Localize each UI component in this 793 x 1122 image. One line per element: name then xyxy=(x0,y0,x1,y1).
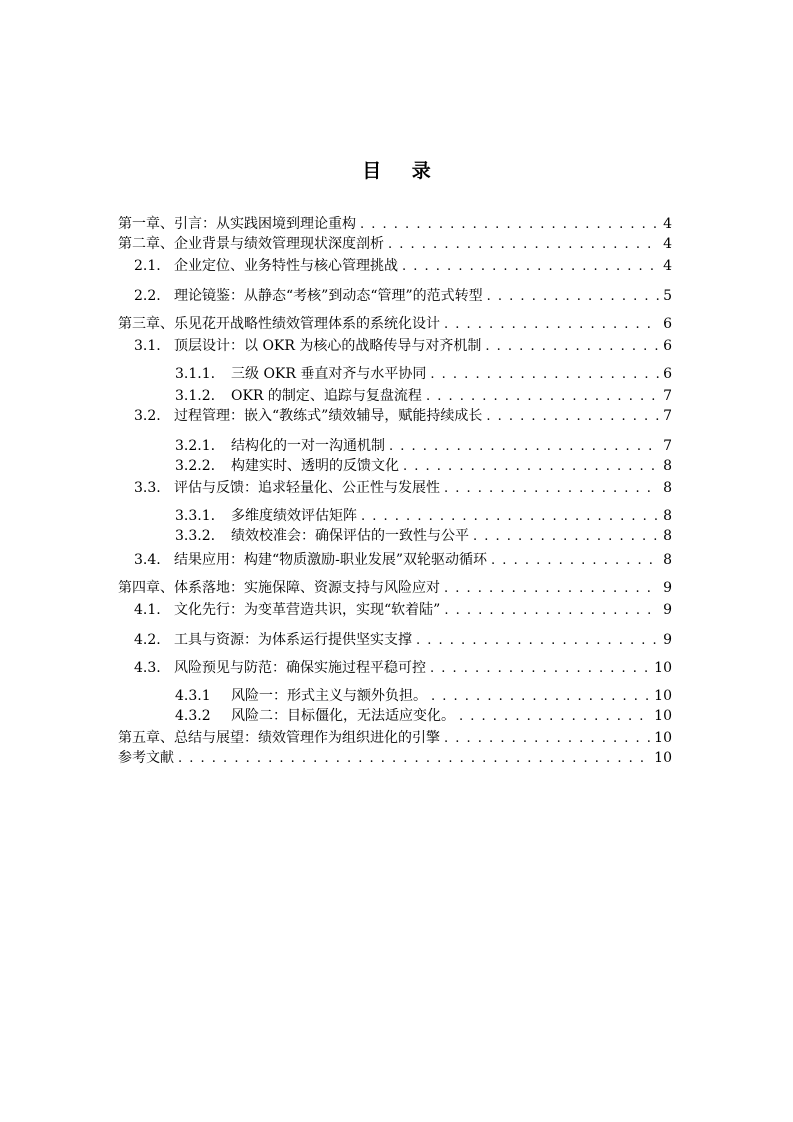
toc-entry-title: 顶层设计：以 OKR 为核心的战略传导与对齐机制 xyxy=(174,338,482,354)
toc-dot-leader xyxy=(486,407,659,427)
toc-entry[interactable] xyxy=(118,456,672,476)
toc-entry-title: 第五章、总结与展望：绩效管理作为组织进化的引擎 xyxy=(118,730,440,746)
toc-dot-leader xyxy=(426,387,659,407)
toc-entry[interactable] xyxy=(118,336,672,356)
toc-entry-title: 风险一：形式主义与额外负担。 xyxy=(231,688,427,704)
toc-title: 目 录 xyxy=(362,160,443,182)
toc-dot-leader xyxy=(389,437,659,457)
toc-page-number: 7 xyxy=(663,388,672,404)
toc-entry-title: 风险二：目标僵化，无法适应变化。 xyxy=(231,708,455,724)
toc-page-number: 8 xyxy=(663,508,672,524)
toc-page-number: 7 xyxy=(663,408,672,424)
toc-dot-leader xyxy=(473,527,659,547)
toc-entry[interactable] xyxy=(118,314,672,334)
toc-entry-title: 多维度绩效评估矩阵 xyxy=(231,508,357,524)
toc-page-number: 8 xyxy=(663,552,672,568)
toc-dot-leader xyxy=(430,365,659,385)
toc-entry-number: 4.3.2 xyxy=(175,708,211,724)
toc-page-number: 9 xyxy=(663,632,672,648)
toc-entry[interactable] xyxy=(118,578,672,598)
toc-entry-number: 3.3.1. xyxy=(175,508,216,524)
toc-entry-number: 3.1.2. xyxy=(175,388,216,404)
toc-dot-leader xyxy=(485,337,659,357)
toc-entry-title: 参考文献 xyxy=(118,750,174,766)
toc-entry[interactable] xyxy=(118,214,672,234)
toc-page-number: 6 xyxy=(663,338,672,354)
toc-entry-title: 工具与资源：为体系运行提供坚实支撑 xyxy=(174,632,412,648)
toc-page-number: 10 xyxy=(654,688,672,704)
toc-entry[interactable] xyxy=(118,630,672,650)
toc-entry-number: 3.2.1. xyxy=(175,438,216,454)
toc-entry[interactable] xyxy=(118,600,672,620)
toc-page-number: 10 xyxy=(654,708,672,724)
toc-dot-leader xyxy=(444,579,659,599)
toc-entry[interactable] xyxy=(118,550,672,570)
toc-dot-leader xyxy=(178,749,650,769)
toc-entry-title: 文化先行：为变革营造共识，实现“软着陆” xyxy=(174,602,441,618)
toc-entry-number: 2.2. xyxy=(134,288,161,304)
toc-dot-leader xyxy=(431,687,650,707)
toc-dot-leader xyxy=(487,287,659,307)
toc-dot-leader xyxy=(444,315,659,335)
toc-page-number: 8 xyxy=(663,528,672,544)
toc-page-number: 4 xyxy=(663,258,672,274)
toc-entry[interactable] xyxy=(118,256,672,276)
toc-entry-title: 构建实时、透明的反馈文化 xyxy=(231,458,399,474)
toc-dot-leader xyxy=(491,551,659,571)
toc-entry[interactable] xyxy=(118,406,672,426)
toc-entry-number: 4.2. xyxy=(134,632,161,648)
toc-entry-title: 第三章、乐见花开战略性绩效管理体系的系统化设计 xyxy=(118,316,440,332)
toc-entry-title: 绩效校准会：确保评估的一致性与公平 xyxy=(231,528,469,544)
toc-entry-title: 第二章、企业背景与绩效管理现状深度剖析 xyxy=(118,236,384,252)
toc-page-number: 8 xyxy=(663,480,672,496)
toc-dot-leader xyxy=(361,507,659,527)
toc-entry[interactable] xyxy=(118,686,672,706)
toc-dot-leader xyxy=(444,479,659,499)
toc-page-number: 9 xyxy=(663,580,672,596)
toc-page-number: 10 xyxy=(654,730,672,746)
toc-entry-number: 3.3.2. xyxy=(175,528,216,544)
toc-entry-number: 4.3. xyxy=(134,660,161,676)
toc-entry-title: 结构化的一对一沟通机制 xyxy=(231,438,385,454)
toc-entry[interactable] xyxy=(118,748,672,768)
toc-entry[interactable] xyxy=(118,286,672,306)
toc-entry-number: 3.2.2. xyxy=(175,458,216,474)
toc-entry-title: 理论镜鉴：从静态“考核”到动态“管理”的范式转型 xyxy=(174,288,483,304)
toc-page-number: 7 xyxy=(663,438,672,454)
toc-entry-number: 4.3.1 xyxy=(175,688,211,704)
toc-entry-title: 过程管理：嵌入“教练式”绩效辅导，赋能持续成长 xyxy=(174,408,483,424)
toc-entry[interactable] xyxy=(118,526,672,546)
toc-page-number: 10 xyxy=(654,750,672,766)
toc-page-number: 9 xyxy=(663,602,672,618)
toc-entry[interactable] xyxy=(118,728,672,748)
toc-entry[interactable] xyxy=(118,706,672,726)
toc-entry[interactable] xyxy=(118,478,672,498)
toc-entry[interactable] xyxy=(118,364,672,384)
toc-dot-leader xyxy=(416,631,659,651)
toc-dot-leader xyxy=(388,235,659,255)
toc-entry-title: OKR 的制定、追踪与复盘流程 xyxy=(231,388,422,404)
toc-entry[interactable] xyxy=(118,386,672,406)
toc-entry[interactable] xyxy=(118,506,672,526)
toc-entry-number: 3.4. xyxy=(134,552,161,568)
toc-page-number: 4 xyxy=(663,236,672,252)
toc-entry[interactable] xyxy=(118,436,672,456)
toc-entry-number: 2.1. xyxy=(134,258,161,274)
toc-entry-title: 企业定位、业务特性与核心管理挑战 xyxy=(174,258,398,274)
toc-entry-number: 3.1. xyxy=(134,338,161,354)
toc-page-number: 5 xyxy=(663,288,672,304)
toc-entry-number: 4.1. xyxy=(134,602,161,618)
toc-entry-title: 第一章、引言：从实践困境到理论重构 xyxy=(118,216,356,232)
toc-entry-title: 评估与反馈：追求轻量化、公正性与发展性 xyxy=(174,480,440,496)
toc-entry-number: 3.1.1. xyxy=(175,366,216,382)
toc-entry-title: 第四章、体系落地：实施保障、资源支持与风险应对 xyxy=(118,580,440,596)
toc-entry-title: 三级 OKR 垂直对齐与水平协同 xyxy=(231,366,427,382)
toc-page-number: 8 xyxy=(663,458,672,474)
toc-entry-number: 3.3. xyxy=(134,480,161,496)
toc-dot-leader xyxy=(360,215,659,235)
toc-entry[interactable] xyxy=(118,658,672,678)
toc-entry-title: 风险预见与防范：确保实施过程平稳可控 xyxy=(174,660,426,676)
toc-entry-title: 结果应用：构建“物质激励-职业发展”双轮驱动循环 xyxy=(174,552,488,568)
toc-page-number: 4 xyxy=(663,216,672,232)
toc-dot-leader xyxy=(459,707,650,727)
toc-dot-leader xyxy=(444,729,650,749)
toc-dot-leader xyxy=(403,457,659,477)
toc-dot-leader xyxy=(430,659,650,679)
toc-page-number: 6 xyxy=(663,366,672,382)
toc-entry[interactable] xyxy=(118,234,672,254)
toc-entry-number: 3.2. xyxy=(134,408,161,424)
toc-dot-leader xyxy=(444,601,659,621)
toc-page-number: 10 xyxy=(654,660,672,676)
toc-page-number: 6 xyxy=(663,316,672,332)
toc-dot-leader xyxy=(402,257,659,277)
